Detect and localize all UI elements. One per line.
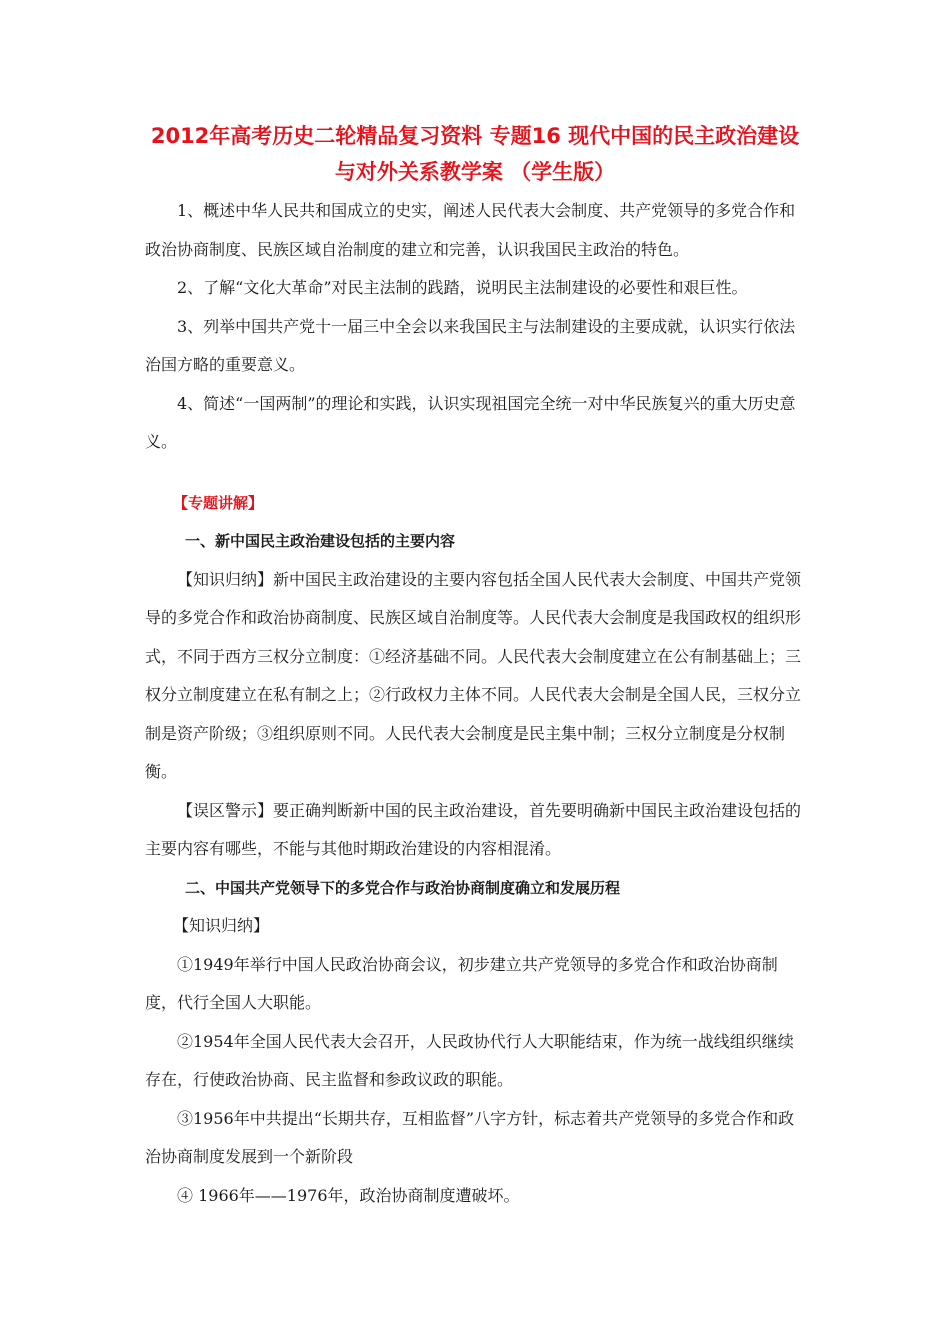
part2-heading: 二、中国共产党领导下的多党合作与政治协商制度确立和发展历程 <box>185 878 621 897</box>
section-tag: 【专题讲解】 <box>173 493 264 512</box>
warning-tag: 【误区警示】 <box>177 800 274 820</box>
objective-item: 3、列举中国共产党十一届三中全会以来我国民主与法制建设的主要成就，认识实行依法治国方略的重要意义。 <box>145 316 796 374</box>
document-title: 2012年高考历史二轮精品复习资料 专题16 现代中国的民主政治建设与对外关系教学案 （学生版） <box>150 124 800 184</box>
history-item: ①1949年举行中国人民政治协商会议，初步建立共产党领导的多党合作和政治协商制度，代行全国人大职能。 <box>145 954 778 1012</box>
warning-text: 要正确判断新中国的民主政治建设，首先要明确新中国民主政治建设包括的主要内容有哪些，不能与其他时期政治建设的内容相混淆。 <box>145 800 802 858</box>
part1-heading: 一、新中国民主政治建设包括的主要内容 <box>185 532 456 550</box>
document-body <box>145 192 805 1215</box>
history-item: ③1956年中共提出“长期共存，互相监督”八字方针，标志着共产党领导的多党合作和政治协商制度发展到一个新阶段 <box>145 1108 795 1166</box>
spacer <box>145 462 805 484</box>
objective-item: 2、了解“文化大革命”对民主法制的践踏，说明民主法制建设的必要性和艰巨性。 <box>177 278 748 297</box>
part1-knowledge-paragraph <box>145 561 805 792</box>
part1-warning-paragraph <box>145 792 805 869</box>
objective-item: 4、简述“一国两制”的理论和实践，认识实现祖国完全统一对中华民族复兴的重大历史意义。 <box>145 393 796 451</box>
knowledge-tag: 【知识归纳】 <box>177 569 274 589</box>
history-item: ②1954年全国人民代表大会召开，人民政协代行人大职能结束，作为统一战线组织继续存在，行使政治协商、民主监督和参政议政的职能。 <box>145 1031 794 1089</box>
part2-knowledge-tag: 【知识归纳】 <box>173 916 270 935</box>
history-item: ④ 1966年——1976年，政治协商制度遭破坏。 <box>177 1185 520 1205</box>
objective-item: 1、概述中华人民共和国成立的史实，阐述人民代表大会制度、共产党领导的多党合作和政治协商制度、民族区域自治制度的建立和完善，认识我国民主政治的特色。 <box>145 201 796 259</box>
knowledge-text: 新中国民主政治建设的主要内容包括全国人民代表大会制度、中国共产党领导的多党合作和政治协商制度、民族区域自治制度等。人民代表大会制度是我国政权的组织形式，不同于西方三权分立制度：①经济基础不同。人民代表大会制度建立在公有制基础上；三权分立制度建立在私有制之上；②行政权力主体不同。人民代表大会制是全国人民，三权分立制是资产阶级；③组织原则不同。人民代表大会制度是民主集中制；三权分立制度是分权制衡。 <box>145 569 802 781</box>
